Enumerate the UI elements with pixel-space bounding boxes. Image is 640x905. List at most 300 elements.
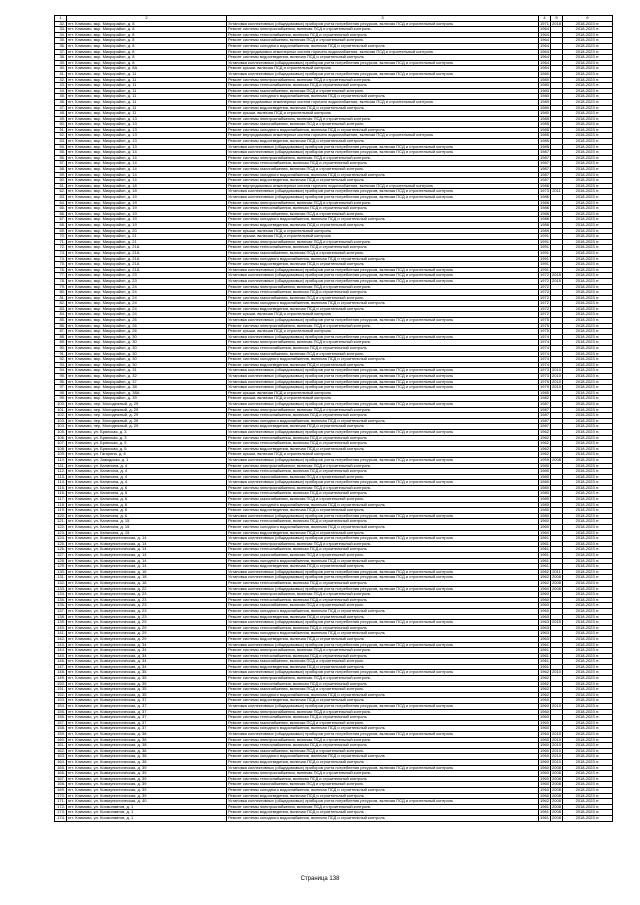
row-number: 101. xyxy=(55,407,67,413)
last-repair-year-cell: 2008 xyxy=(552,781,561,787)
last-repair-year-cell: 2010 xyxy=(552,737,561,742)
build-year-cell: 1972 xyxy=(540,289,549,295)
build-year-cell: 1960 xyxy=(540,737,549,742)
row-number: 52. xyxy=(55,133,67,139)
address-cell: пгт. Климово, ул. Коммунистическая, д. 29 xyxy=(67,636,227,642)
build-year-cell: 1960 xyxy=(540,703,549,709)
address-cell: пгт. Климово, ул. Коммунистическая, д. 14 xyxy=(67,541,227,547)
row-number: 76. xyxy=(55,267,67,273)
planned-period-cell: 2018-2023 гг. xyxy=(563,424,613,430)
last-repair-year-cell: 2008 xyxy=(552,798,561,804)
row-number: 170. xyxy=(55,793,67,799)
page-number: Страница 138 xyxy=(300,876,340,882)
address-cell: пгт. Климово, мкр. Микрорайон, д. 39 xyxy=(67,396,227,402)
last-repair-year-cell: 2010 xyxy=(552,703,561,709)
planned-period-cell: 2018-2023 гг. xyxy=(563,284,613,290)
address-cell: пгт. Климово, ул. Коммунистическая, д. 29 xyxy=(67,631,227,637)
row-number: 150. xyxy=(55,681,67,687)
work-type-cell: Ремонт внутридомовых инженерных систем горячего водоснабжения, включая ПСД и строительный контроль xyxy=(227,49,539,55)
planned-period-cell: 2018-2023 гг. xyxy=(563,642,613,648)
row-number: 147. xyxy=(55,664,67,670)
row-number: 81. xyxy=(55,295,67,301)
work-type-cell: Установка коллективных (общедомовых) приборов учета потребления ресурсов, включая ПСД и строительный контроль xyxy=(227,318,539,324)
address-cell: пгт. Климово, мкр. Микрорайон, д. 38А xyxy=(67,390,227,396)
last-repair-year-cell: 2010 xyxy=(552,669,561,675)
address-cell: пгт. Климово, мкр. Микрорайон, д. 11 xyxy=(67,71,227,77)
planned-period-cell: 2018-2023 гг. xyxy=(563,278,613,284)
row-number: 174. xyxy=(55,815,67,821)
build-year-cell: 1963 xyxy=(540,619,549,625)
address-cell: пгт. Климово, мкр. Микрорайон, д. 14 xyxy=(67,150,227,156)
planned-period-cell: 2018-2023 гг. xyxy=(563,295,613,301)
planned-period-cell: 2018-2023 гг. xyxy=(563,726,613,732)
row-number: 59. xyxy=(55,172,67,178)
address-cell: пгт. Климово, ул. Коммунистическая, д. 38 xyxy=(67,732,227,738)
work-type-cell: Ремонт системы электроснабжения, включая ПСД и строительный контроль xyxy=(227,541,539,547)
address-cell: пгт. Климово, ул. Коммунистическая, д. 39 xyxy=(67,787,227,793)
planned-period-cell: 2018-2023 гг. xyxy=(563,720,613,726)
address-cell: пгт. Климово, ул. Коммунистическая, д. 23 xyxy=(67,614,227,620)
address-cell: пгт. Климово, ул. Коммунистическая, д. 39 xyxy=(67,765,227,771)
row-number: 116. xyxy=(55,491,67,497)
address-cell: пгт. Климово, мкр. Микрорайон, д. 8 xyxy=(67,55,227,61)
row-number: 54. xyxy=(55,144,67,150)
build-year-cell: 1960 xyxy=(540,725,549,731)
row-number: 39. xyxy=(55,60,67,66)
build-year-cell: 1962 xyxy=(540,669,549,675)
build-year-cell: 1960 xyxy=(540,770,549,776)
work-type-cell: Ремонт системы холодного водоснабжения, включая ПСД и строительный контроль xyxy=(227,172,539,178)
work-type-cell: Ремонт системы электроснабжения, включая ПСД и строительный контроль xyxy=(227,676,539,682)
row-number: 73. xyxy=(55,250,67,256)
work-type-cell: Ремонт системы газоснабжения, включая ПСД и строительный контроль xyxy=(227,295,539,301)
address-cell: пгт. Климово, мкр. Микрорайон, д. 21А xyxy=(67,245,227,251)
address-cell: пгт. Климово, мкр. Микрорайон, д. 14 xyxy=(67,155,227,161)
work-type-cell: Ремонт системы холодного водоснабжения, включая ПСД и строительный контроль xyxy=(227,357,539,363)
build-year-cell: 1987 xyxy=(540,155,549,160)
planned-period-cell: 2018-2023 гг. xyxy=(563,698,613,704)
address-cell: пгт. Климово, мкр. Микрорайон, д. 13 xyxy=(67,144,227,150)
build-year-cell: 1964 xyxy=(540,54,549,60)
address-cell: пгт. Климово, ул. Коммунистическая, д. 38 xyxy=(67,759,227,765)
work-type-cell: Ремонт системы газоснабжения, включая ПСД и строительный контроль xyxy=(227,88,539,94)
row-number: 159. xyxy=(55,732,67,738)
row-number: 44. xyxy=(55,88,67,94)
planned-period-cell: 2018-2023 гг. xyxy=(563,172,613,178)
build-year-cell: 1962 xyxy=(540,451,549,457)
last-repair-year-cell: 2008 xyxy=(552,574,561,580)
row-number: 105. xyxy=(55,429,67,435)
work-type-cell: Ремонт системы водоотведения, включая ПСД и строительный контроль xyxy=(227,105,539,111)
planned-period-cell: 2018-2023 гг. xyxy=(563,407,613,413)
row-number: 104. xyxy=(55,424,67,430)
column-number-2: 2 xyxy=(67,16,227,22)
work-type-cell: Ремонт системы теплоснабжения, включая ПСД и строительный контроль xyxy=(227,580,539,586)
planned-period-cell: 2018-2023 гг. xyxy=(563,262,613,268)
row-number: 42. xyxy=(55,77,67,83)
build-year-cell: 1962 xyxy=(540,686,549,692)
build-year-cell: 1960 xyxy=(540,776,549,781)
address-cell: пгт. Климово, мкр. Микрорайон, д. 11 xyxy=(67,94,227,100)
build-year-cell: 1963 xyxy=(540,630,549,636)
address-cell: пгт. Климово, мкр. Микрорайон, д. 21А xyxy=(67,250,227,256)
row-number: 140. xyxy=(55,625,67,631)
planned-period-cell: 2018-2023 гг. xyxy=(563,536,613,542)
build-year-cell: 1972 xyxy=(540,311,549,317)
work-type-cell: Ремонт системы теплоснабжения, включая ПСД и строительный контроль xyxy=(227,469,539,475)
build-year-cell: 1980 xyxy=(540,71,549,76)
row-number: 151. xyxy=(55,687,67,693)
planned-period-cell: 2018-2023 гг. xyxy=(563,401,613,407)
address-cell: пгт. Климово, мкр. Микрорайон, д. 14 xyxy=(67,178,227,184)
build-year-cell: 1991 xyxy=(540,239,549,244)
row-number: 113. xyxy=(55,474,67,480)
build-year-cell: 1961 xyxy=(540,647,549,653)
planned-period-cell: 2018-2023 гг. xyxy=(563,374,613,380)
address-cell: пгт. Климово, мкр. Микрорайон, д. 8 xyxy=(67,32,227,38)
planned-period-cell: 2018-2023 гг. xyxy=(563,195,613,201)
build-year-cell: 1960 xyxy=(540,731,549,736)
build-year-cell: 1980 xyxy=(540,105,549,110)
planned-period-cell: 2018-2023 гг. xyxy=(563,620,613,626)
build-year-cell: 1986 xyxy=(540,222,549,227)
planned-period-cell: 2018-2023 гг. xyxy=(563,318,613,324)
build-year-cell: 1961 xyxy=(540,558,549,563)
row-number: 38. xyxy=(55,55,67,61)
last-repair-year-cell: 2008 xyxy=(552,793,561,798)
build-year-cell: 1960 xyxy=(540,602,549,608)
row-number: 37. xyxy=(55,49,67,55)
row-number: 145. xyxy=(55,653,67,659)
work-type-cell: Ремонт системы теплоснабжения, включая ПСД и строительный контроль xyxy=(227,435,539,441)
work-type-cell: Ремонт системы газоснабжения, включая ПСД и строительный контроль xyxy=(227,167,539,173)
planned-period-cell: 2018-2023 гг. xyxy=(563,748,613,754)
table-body xyxy=(55,21,613,821)
row-number: 55. xyxy=(55,150,67,156)
planned-period-cell: 2018-2023 гг. xyxy=(563,413,613,419)
address-cell: пгт. Климово, ул. Калинина, д. 6 xyxy=(67,497,227,503)
row-number: 53. xyxy=(55,139,67,145)
address-cell: пгт. Климово, ул. Коммунистическая, д. 23 xyxy=(67,592,227,598)
work-type-cell: Ремонт системы холодного водоснабжения, включая ПСД и строительный контроль xyxy=(227,558,539,564)
planned-period-cell: 2018-2023 гг. xyxy=(563,312,613,318)
work-type-cell: Ремонт системы холодного водоснабжения, включая ПСД и строительный контроль xyxy=(227,301,539,307)
work-type-cell: Установка коллективных (общедомовых) приборов учета потребления ресурсов, включая ПСД и строительный контроль xyxy=(227,278,539,284)
build-year-cell: 1985 xyxy=(540,144,549,149)
work-type-cell: Ремонт системы теплоснабжения, включая ПСД и строительный контроль xyxy=(227,653,539,659)
row-number: 167. xyxy=(55,776,67,782)
row-number: 146. xyxy=(55,659,67,665)
build-year-cell: 1964 xyxy=(540,32,549,37)
planned-period-cell: 2018-2023 гг. xyxy=(563,676,613,682)
build-year-cell: 1982 xyxy=(540,395,549,401)
planned-period-cell: 2018-2023 гг. xyxy=(563,390,613,396)
work-type-cell: Ремонт системы холодного водоснабжения, включая ПСД и строительный контроль xyxy=(227,94,539,100)
address-cell: пгт. Климово, ул. Коммунистическая, д. 35 xyxy=(67,692,227,698)
planned-period-cell: 2018-2023 гг. xyxy=(563,228,613,234)
address-cell: пгт. Климово, мкр. Микрорайон, д. 26 xyxy=(67,318,227,324)
work-type-cell: Установка коллективных (общедомовых) приборов учета потребления ресурсов, включая ПСД и строительный контроль xyxy=(227,642,539,648)
work-type-cell: Установка коллективных (общедомовых) приборов учета потребления ресурсов, включая ПСД и строительный контроль xyxy=(227,374,539,380)
row-number: 141. xyxy=(55,631,67,637)
row-number: 127. xyxy=(55,553,67,559)
address-cell: пгт. Климово, ул. Коммунистическая, д. 23 xyxy=(67,597,227,603)
row-number: 46. xyxy=(55,99,67,105)
planned-period-cell: 2018-2023 гг. xyxy=(563,250,613,256)
address-cell: пгт. Климово, ул. Калинина, д. 6 xyxy=(67,491,227,497)
address-cell: пгт. Климово, мкр. Микрорайон, д. 30 xyxy=(67,362,227,368)
work-type-cell: Установка коллективных (общедомовых) приборов учета потребления ресурсов, включая ПСД и строительный контроль xyxy=(227,71,539,77)
row-number: 74. xyxy=(55,256,67,262)
row-number: 123. xyxy=(55,530,67,536)
row-number: 34. xyxy=(55,32,67,38)
work-type-cell: Ремонт системы электроснабжения, включая ПСД и строительный контроль xyxy=(227,648,539,654)
work-type-cell: Установка коллективных (общедомовых) приборов учета потребления ресурсов, включая ПСД и строительный контроль xyxy=(227,732,539,738)
planned-period-cell: 2018-2023 гг. xyxy=(563,396,613,402)
build-year-cell: 1964 xyxy=(540,26,549,32)
planned-period-cell: 2018-2023 гг. xyxy=(563,178,613,184)
address-cell: пгт. Климово, пер. Молодежный, д. 29 xyxy=(67,401,227,407)
address-cell: пгт. Климово, ул. Коммунистическая, д. 34 xyxy=(67,642,227,648)
build-year-cell: 1960 xyxy=(540,787,549,792)
row-number: 108. xyxy=(55,446,67,452)
planned-period-cell: 2018-2023 гг. xyxy=(563,636,613,642)
planned-period-cell: 2018-2023 гг. xyxy=(563,787,613,793)
row-number: 77. xyxy=(55,273,67,279)
planned-period-cell: 2018-2023 гг. xyxy=(563,608,613,614)
row-number: 99. xyxy=(55,396,67,402)
build-year-cell: 1959 xyxy=(540,457,549,462)
build-year-cell: 1985 xyxy=(540,138,549,144)
row-number: 35. xyxy=(55,38,67,44)
planned-period-cell: 2018-2023 гг. xyxy=(563,256,613,262)
work-type-cell: Ремонт системы газоснабжения, включая ПСД и строительный контроль xyxy=(227,782,539,788)
row-number: 156. xyxy=(55,715,67,721)
planned-period-cell: 2018-2023 гг. xyxy=(563,161,613,167)
address-cell: пгт. Климово, мкр. Микрорайон, д. 24 xyxy=(67,301,227,307)
planned-period-cell: 2018-2023 гг. xyxy=(563,116,613,122)
work-type-cell: Ремонт системы водоотведения, включая ПСД и строительный контроль xyxy=(227,139,539,145)
work-type-cell: Ремонт системы водоотведения, включая ПСД и строительный контроль xyxy=(227,636,539,642)
build-year-cell: 1960 xyxy=(540,530,549,535)
column-number-5: 5 xyxy=(551,16,563,22)
planned-period-cell: 2018-2023 гг. xyxy=(563,799,613,805)
row-number: 63. xyxy=(55,195,67,201)
address-cell: пгт. Климово, ул. Коммунистическая, д. 35 xyxy=(67,681,227,687)
work-type-cell: Ремонт системы водоотведения, включая ПСД и строительный контроль xyxy=(227,759,539,765)
build-year-cell: 1972 xyxy=(540,278,549,283)
build-year-cell: 1980 xyxy=(540,474,549,479)
address-cell: пгт. Климово, мкр. Микрорайон, д. 8 xyxy=(67,21,227,27)
work-type-cell: Ремонт крыши, включая ПСД и строительный контроль xyxy=(227,312,539,318)
address-cell: пгт. Климово, ул. Коммунистическая, д. 23 xyxy=(67,603,227,609)
work-type-cell: Ремонт системы водоотведения, включая ПСД и строительный контроль xyxy=(227,564,539,570)
row-number: 157. xyxy=(55,720,67,726)
work-type-cell: Установка коллективных (общедомовых) приборов учета потребления ресурсов, включая ПСД и строительный контроль xyxy=(227,429,539,435)
build-year-cell: 1961 xyxy=(540,546,549,552)
work-type-cell: Ремонт системы газоснабжения, включая ПСД и строительный контроль xyxy=(227,659,539,665)
row-number: 60. xyxy=(55,178,67,184)
planned-period-cell: 2018-2023 гг. xyxy=(563,709,613,715)
last-repair-year-cell: 2008 xyxy=(552,580,561,585)
planned-period-cell: 2018-2023 гг. xyxy=(563,245,613,251)
row-number: 92. xyxy=(55,357,67,363)
work-type-cell: Ремонт системы водоотведения, включая ПСД и строительный контроль xyxy=(227,424,539,430)
row-number: 122. xyxy=(55,525,67,531)
address-cell: пгт. Климово, ул. Коммунистическая, д. 39 xyxy=(67,771,227,777)
work-type-cell: Установка коллективных (общедомовых) приборов учета потребления ресурсов, включая ПСД и строительный контроль xyxy=(227,457,539,463)
planned-period-cell: 2018-2023 гг. xyxy=(563,27,613,33)
work-type-cell: Ремонт системы водоотведения, включая ПСД и строительный контроль xyxy=(227,810,539,816)
build-year-cell: 1972 xyxy=(540,306,549,311)
address-cell: пгт. Климово, ул. Коммунистическая, д. 22 xyxy=(67,586,227,592)
build-year-cell: 1972 xyxy=(540,284,549,289)
build-year-cell: 1980 xyxy=(540,463,549,468)
planned-period-cell: 2018-2023 гг. xyxy=(563,541,613,547)
address-cell: пгт. Климово, ул. Калинина, д. 4 xyxy=(67,474,227,480)
planned-period-cell: 2018-2023 гг. xyxy=(563,234,613,240)
build-year-cell: 1986 xyxy=(540,194,549,199)
row-number: 171. xyxy=(55,799,67,805)
planned-period-cell: 2018-2023 гг. xyxy=(563,519,613,525)
row-number: 94. xyxy=(55,368,67,374)
row-number: 66. xyxy=(55,211,67,217)
last-repair-year-cell: 2010 xyxy=(552,759,561,764)
planned-period-cell: 2018-2023 гг. xyxy=(563,597,613,603)
address-cell: пгт. Климово, ул. Коммунистическая, д. 38 xyxy=(67,754,227,760)
address-cell: пгт. Климово, мкр. Микрорайон, д. 30 xyxy=(67,340,227,346)
address-cell: пгт. Климово, мкр. Микрорайон, д. 24 xyxy=(67,284,227,290)
build-year-cell: 1962 xyxy=(540,580,549,585)
row-number: 133. xyxy=(55,586,67,592)
work-type-cell: Ремонт системы теплоснабжения, включая ПСД и строительный контроль xyxy=(227,245,539,251)
column-number-3: 3 xyxy=(227,16,539,22)
address-cell: пгт. Климово, мкр. Микрорайон, д. 18 xyxy=(67,189,227,195)
row-number: 67. xyxy=(55,217,67,223)
address-cell: пгт. Климово, мкр. Микрорайон, д. 19 xyxy=(67,206,227,212)
planned-period-cell: 2018-2023 гг. xyxy=(563,737,613,743)
planned-period-cell: 2018-2023 гг. xyxy=(563,771,613,777)
planned-period-cell: 2018-2023 гг. xyxy=(563,71,613,77)
address-cell: пгт. Климово, мкр. Микрорайон, д. 30 xyxy=(67,351,227,357)
build-year-cell: 1987 xyxy=(540,177,549,183)
row-number: 131. xyxy=(55,575,67,581)
row-number: 36. xyxy=(55,43,67,49)
planned-period-cell: 2018-2023 гг. xyxy=(563,804,613,810)
planned-period-cell: 2018-2023 гг. xyxy=(563,301,613,307)
planned-period-cell: 2018-2023 гг. xyxy=(563,469,613,475)
planned-period-cell: 2018-2023 гг. xyxy=(563,441,613,447)
address-cell: пгт. Климово, мкр. Микрорайон, д. 13 xyxy=(67,116,227,122)
row-number: 120. xyxy=(55,513,67,519)
build-year-cell: 1960 xyxy=(540,591,549,597)
row-number: 163. xyxy=(55,754,67,760)
row-number: 135. xyxy=(55,597,67,603)
work-type-cell: Ремонт системы теплоснабжения, включая ПСД и строительный контроль xyxy=(227,346,539,352)
work-type-cell: Ремонт системы теплоснабжения, включая ПСД и строительный контроль xyxy=(227,519,539,525)
planned-period-cell: 2018-2023 гг. xyxy=(563,267,613,273)
planned-period-cell: 2018-2023 гг. xyxy=(563,133,613,139)
work-type-cell: Установка коллективных (общедомовых) приборов учета потребления ресурсов, включая ПСД и строительный контроль xyxy=(227,569,539,575)
planned-period-cell: 2018-2023 гг. xyxy=(563,815,613,821)
build-year-cell: 1962 xyxy=(540,675,549,681)
build-year-cell: 1960 xyxy=(540,753,549,759)
build-year-cell: 1964 xyxy=(540,60,549,65)
build-year-cell: 1963 xyxy=(540,625,549,630)
row-number: 82. xyxy=(55,301,67,307)
row-number: 90. xyxy=(55,346,67,352)
build-year-cell: 1960 xyxy=(540,714,549,720)
build-year-cell: 1960 xyxy=(540,765,549,770)
row-number: 124. xyxy=(55,536,67,542)
work-type-cell: Ремонт системы газоснабжения, включая ПСД и строительный контроль xyxy=(227,720,539,726)
work-type-cell: Установка коллективных (общедомовых) приборов учета потребления ресурсов, включая ПСД и строительный контроль xyxy=(227,60,539,66)
work-type-cell: Ремонт системы теплоснабжения, включая ПСД и строительный контроль xyxy=(227,161,539,167)
address-cell: пгт. Климово, мкр. Микрорайон, д. 13 xyxy=(67,127,227,133)
last-repair-year-cell: 2018 xyxy=(552,21,561,26)
last-repair-year-cell: 2010 xyxy=(552,742,561,748)
address-cell: пгт. Климово, мкр. Микрорайон, д. 8А xyxy=(67,66,227,72)
row-number: 64. xyxy=(55,200,67,206)
work-type-cell: Ремонт системы холодного водоснабжения, включая ПСД и строительный контроль xyxy=(227,43,539,49)
planned-period-cell: 2018-2023 гг. xyxy=(563,379,613,385)
planned-period-cell: 2018-2023 гг. xyxy=(563,167,613,173)
build-year-cell: 1974 xyxy=(540,334,549,339)
work-type-cell: Установка коллективных (общедомовых) приборов учета потребления ресурсов, включая ПСД и строительный контроль xyxy=(227,379,539,385)
address-cell: пгт. Климово, ул. Калинина, д. 4 xyxy=(67,469,227,475)
build-year-cell: 1980 xyxy=(540,479,549,485)
row-number: 161. xyxy=(55,743,67,749)
planned-period-cell: 2018-2023 гг. xyxy=(563,547,613,553)
row-number: 160. xyxy=(55,737,67,743)
build-year-cell: 1960 xyxy=(540,614,549,619)
work-type-cell: Ремонт системы холодного водоснабжения, включая ПСД и строительный контроль xyxy=(227,815,539,821)
address-cell: пгт. Климово, ул. Калинина, д. 6 xyxy=(67,513,227,519)
address-cell: пгт. Климово, мкр. Микрорайон, д. 21А xyxy=(67,267,227,273)
row-number: 144. xyxy=(55,648,67,654)
row-number: 50. xyxy=(55,122,67,128)
row-number: 61. xyxy=(55,183,67,189)
row-number: 57. xyxy=(55,161,67,167)
row-number: 111. xyxy=(55,463,67,469)
planned-period-cell: 2018-2023 гг. xyxy=(563,553,613,559)
planned-period-cell: 2018-2023 гг. xyxy=(563,200,613,206)
work-type-cell: Ремонт крыши, включая ПСД и строительный контроль xyxy=(227,452,539,458)
planned-period-cell: 2018-2023 гг. xyxy=(563,217,613,223)
address-cell: пгт. Климово, пер. Молодежный, д. 29 xyxy=(67,413,227,419)
last-repair-year-cell: 2010 xyxy=(552,379,561,384)
work-type-cell: Установка коллективных (общедомовых) приборов учета потребления ресурсов, включая ПСД и строительный контроль xyxy=(227,765,539,771)
planned-period-cell: 2018-2023 гг. xyxy=(563,144,613,150)
last-repair-year-cell: 2010 xyxy=(552,731,561,736)
planned-period-cell: 2018-2023 гг. xyxy=(563,94,613,100)
address-cell: пгт. Климово, мкр. Микрорайон, д. 23 xyxy=(67,278,227,284)
work-type-cell: Ремонт системы холодного водоснабжения, включая ПСД и строительный контроль xyxy=(227,608,539,614)
address-cell: пгт. Климово, ул. Калинина, д. 4 xyxy=(67,480,227,486)
work-type-cell: Ремонт системы водоотведения, включая ПСД и строительный контроль xyxy=(227,698,539,704)
build-year-cell: 1962 xyxy=(540,446,549,451)
build-year-cell: 1961 xyxy=(540,563,549,569)
work-type-cell: Ремонт системы газоснабжения, включая ПСД и строительный контроль xyxy=(227,603,539,609)
work-type-cell: Ремонт системы водоотведения, включая ПСД и строительный контроль xyxy=(227,362,539,368)
planned-period-cell: 2018-2023 гг. xyxy=(563,502,613,508)
work-type-cell: Ремонт системы водоотведения, включая ПСД и строительный контроль xyxy=(227,222,539,228)
build-year-cell: 1960 xyxy=(540,709,549,714)
work-type-cell: Ремонт внутридомовых инженерных систем горячего водоснабжения, включая ПСД и строительный контроль xyxy=(227,183,539,189)
row-number: 79. xyxy=(55,284,67,290)
build-year-cell: 1991 xyxy=(540,256,549,261)
build-year-cell: 1980 xyxy=(540,496,549,502)
